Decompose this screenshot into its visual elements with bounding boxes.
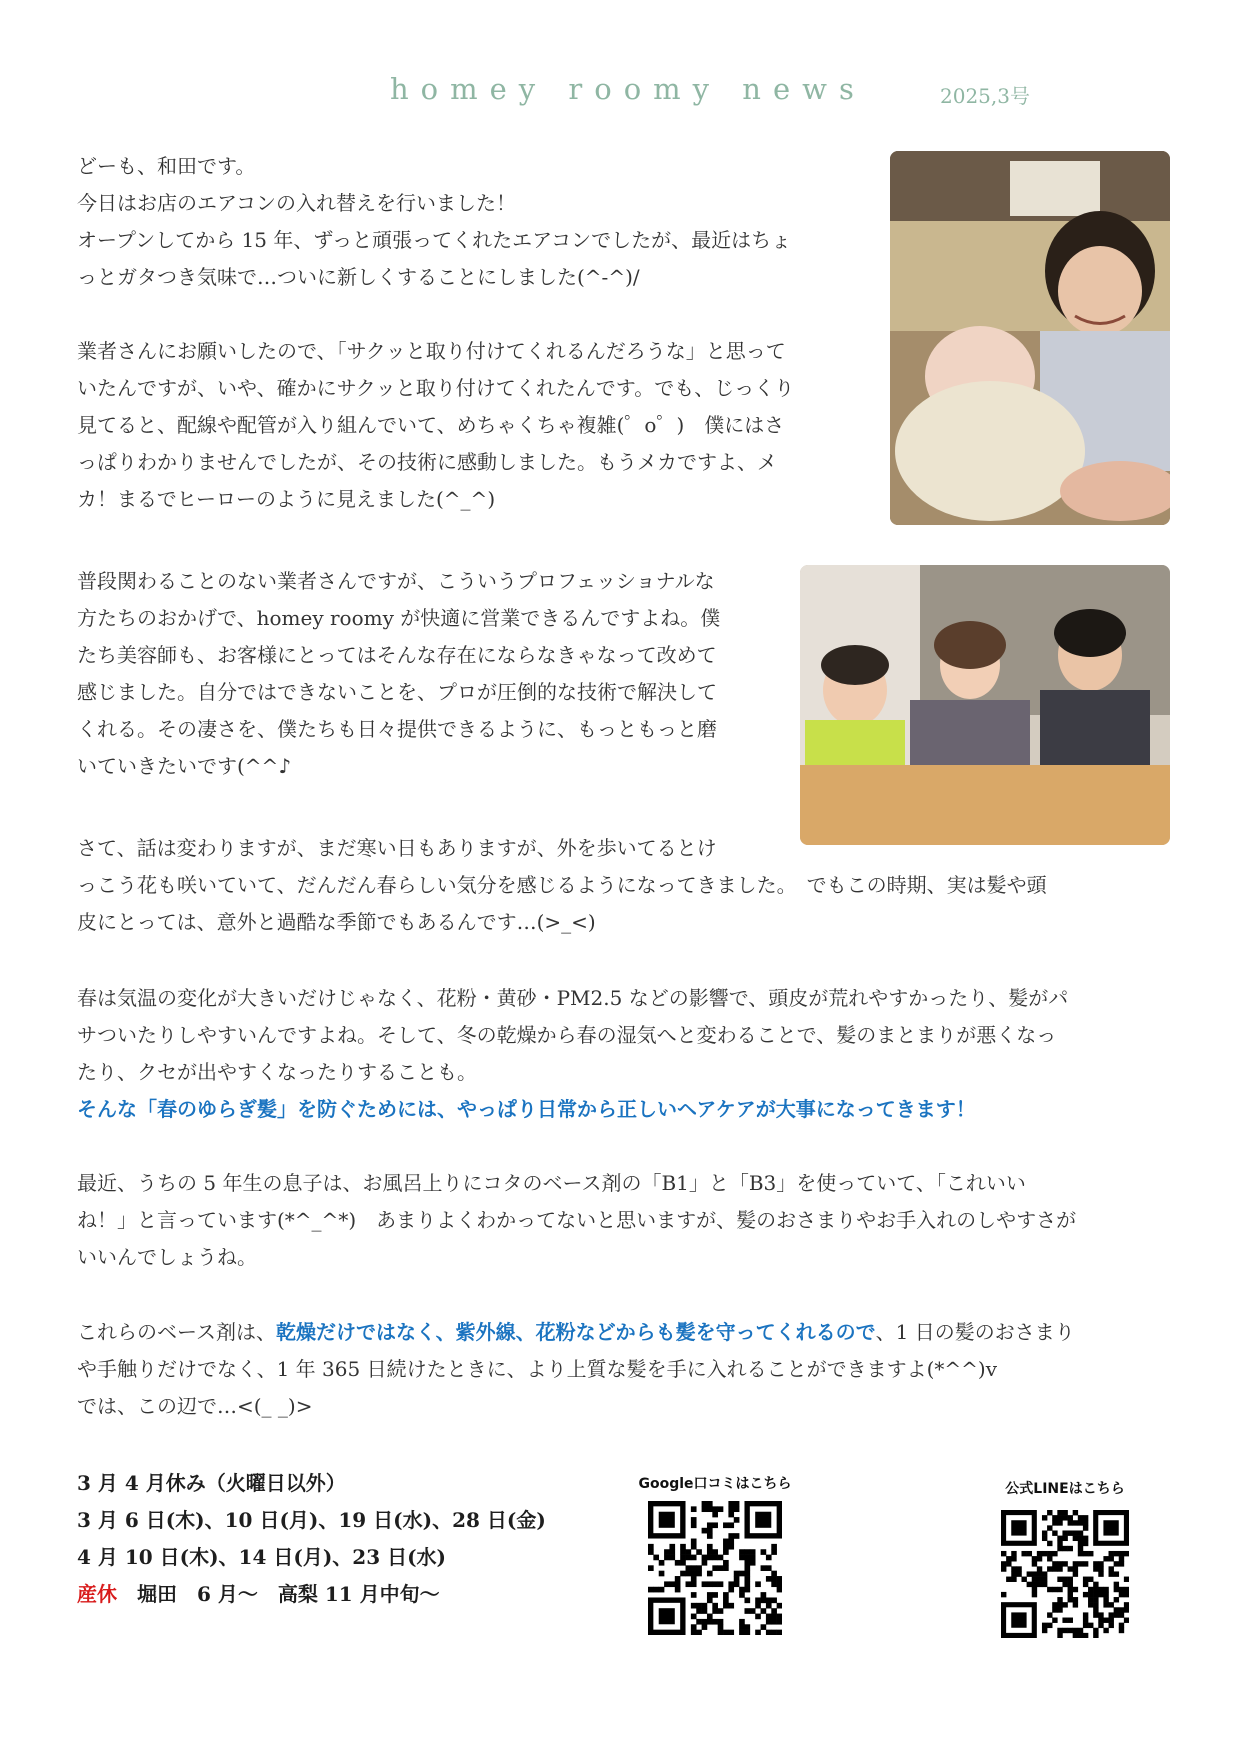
text-line: 方たちのおかげで、homey roomy が快適に営業できるんですよね。僕 xyxy=(77,606,721,630)
intro-paragraph xyxy=(77,148,791,296)
schedule-line: 4 月 10 日(木)、14 日(月)、23 日(水) xyxy=(77,1545,447,1569)
text-line: いいんでしょうね。 xyxy=(77,1245,257,1269)
closing-schedule xyxy=(77,1465,546,1613)
photo-three-children xyxy=(800,565,1170,845)
hair-care-paragraph xyxy=(77,980,1068,1128)
google-qr-label: Google口コミはこちら xyxy=(638,1476,792,1492)
text-line: どーも、和田です。 xyxy=(77,154,256,178)
text-line: 業者さんにお願いしたので、「サクッと取り付けてくれるんだろうな」と思って xyxy=(77,339,786,363)
highlight-line: そんな「春のゆらぎ髪」を防ぐためには、やっぱり日常から正しいヘアケアが大事になってきます！ xyxy=(77,1097,976,1121)
line-qr-label: 公式LINEはこちら xyxy=(1005,1481,1125,1497)
son-paragraph xyxy=(77,1165,1076,1276)
text-line: ね！」と言っています(*^_^*) あまりよくわかってないと思いますが、髪のおさまりやお手入れのしやすさが xyxy=(77,1208,1077,1232)
line-account-qr[interactable] xyxy=(970,1478,1160,1642)
google-review-qr[interactable] xyxy=(620,1473,810,1639)
issue-number: 2025,3号 xyxy=(940,84,1030,108)
text-line: 見てると、配線や配管が入り組んでいて、めちゃくちゃ複雑(゜o゜) 僕にはさ xyxy=(77,413,785,437)
newsletter-title: homey roomy news xyxy=(390,72,866,106)
text-line: たち美容師も、お客様にとってはそんな存在にならなきゃなって改めて xyxy=(77,643,717,667)
masthead xyxy=(0,72,1240,122)
text-line: 春は気温の変化が大きいだけじゃなく、花粉・黄砂・PM2.5 などの影響で、頭皮が荒れやすかったり、髪がパ xyxy=(77,986,1069,1010)
photo-children-with-baby xyxy=(890,151,1170,525)
professional-paragraph xyxy=(77,563,720,785)
maternity-text: 堀田 6 月～ 高梨 11 月中旬～ xyxy=(117,1582,440,1606)
base-agent-paragraph xyxy=(77,1314,1075,1425)
qr-code-icon[interactable] xyxy=(648,1501,782,1635)
text-line: くれる。その凄さを、僕たちも日々提供できるように、もっともっと磨 xyxy=(77,717,717,741)
text-line xyxy=(77,1314,1075,1351)
sign-off: では、この辺で…<(_ _)> xyxy=(77,1394,313,1418)
qr-code-icon[interactable] xyxy=(1001,1510,1129,1638)
text-line: オープンしてから 15 年、ずっと頑張ってくれたエアコンでしたが、最近はちょ xyxy=(77,228,792,252)
text-line: 最近、うちの 5 年生の息子は、お風呂上りにコタのベース剤の「B1」と「B3」を使っていて、「これいい xyxy=(77,1171,1026,1195)
text-line: 普段関わることのない業者さんですが、こういうプロフェッショナルな xyxy=(77,569,715,593)
text-line: っぱりわかりませんでしたが、その技術に感動しました。もうメカですよ、メ xyxy=(77,450,777,474)
text-line: たり、クセが出やすくなったりすることも。 xyxy=(77,1060,477,1084)
text-line: 感じました。自分ではできないことを、プロが圧倒的な技術で解決して xyxy=(77,680,717,704)
schedule-line: 3 月 4 月休み（火曜日以外） xyxy=(77,1471,346,1495)
text-line: っこう花も咲いていて、だんだん春らしい気分を感じるようになってきました。 でもこの時期、実は髪や頭 xyxy=(77,873,1047,897)
schedule-line: 3 月 6 日(木)、10 日(月)、19 日(水)、28 日(金) xyxy=(77,1508,546,1532)
text-line: っとガタつき気味で…ついに新しくすることにしました(^-^)/ xyxy=(77,265,640,289)
spring-paragraph xyxy=(77,830,1047,941)
text-segment: 、1 日の髪のおさまり xyxy=(875,1320,1075,1344)
photo-illustration xyxy=(800,565,1170,845)
text-line: いたんですが、いや、確かにサクッと取り付けてくれたんです。でも、じっくり xyxy=(77,376,795,400)
text-line: 皮にとっては、意外と過酷な季節でもあるんです…(>_<) xyxy=(77,910,596,934)
text-line: や手触りだけでなく、1 年 365 日続けたときに、より上質な髪を手に入れることができますよ(*^^)v xyxy=(77,1357,997,1381)
maternity-label: 産休 xyxy=(77,1582,117,1606)
text-segment: これらのベース剤は、 xyxy=(77,1320,276,1344)
text-line: サついたりしやすいんですよね。そして、冬の乾燥から春の湿気へと変わることで、髪のまとまりが悪くなっ xyxy=(77,1023,1057,1047)
aircon-paragraph xyxy=(77,333,794,518)
text-line: さて、話は変わりますが、まだ寒い日もありますが、外を歩いてるとけ xyxy=(77,836,717,860)
text-line: カ！まるでヒーローのように見えました(^_^) xyxy=(77,487,496,511)
text-line: 今日はお店のエアコンの入れ替えを行いました！ xyxy=(77,191,516,215)
maternity-leave-line xyxy=(77,1576,546,1613)
text-line: いていきたいです(^^♪ xyxy=(77,754,292,778)
photo-illustration xyxy=(890,151,1170,525)
highlight-segment: 乾燥だけではなく、紫外線、花粉などからも髪を守ってくれるので xyxy=(276,1320,876,1344)
